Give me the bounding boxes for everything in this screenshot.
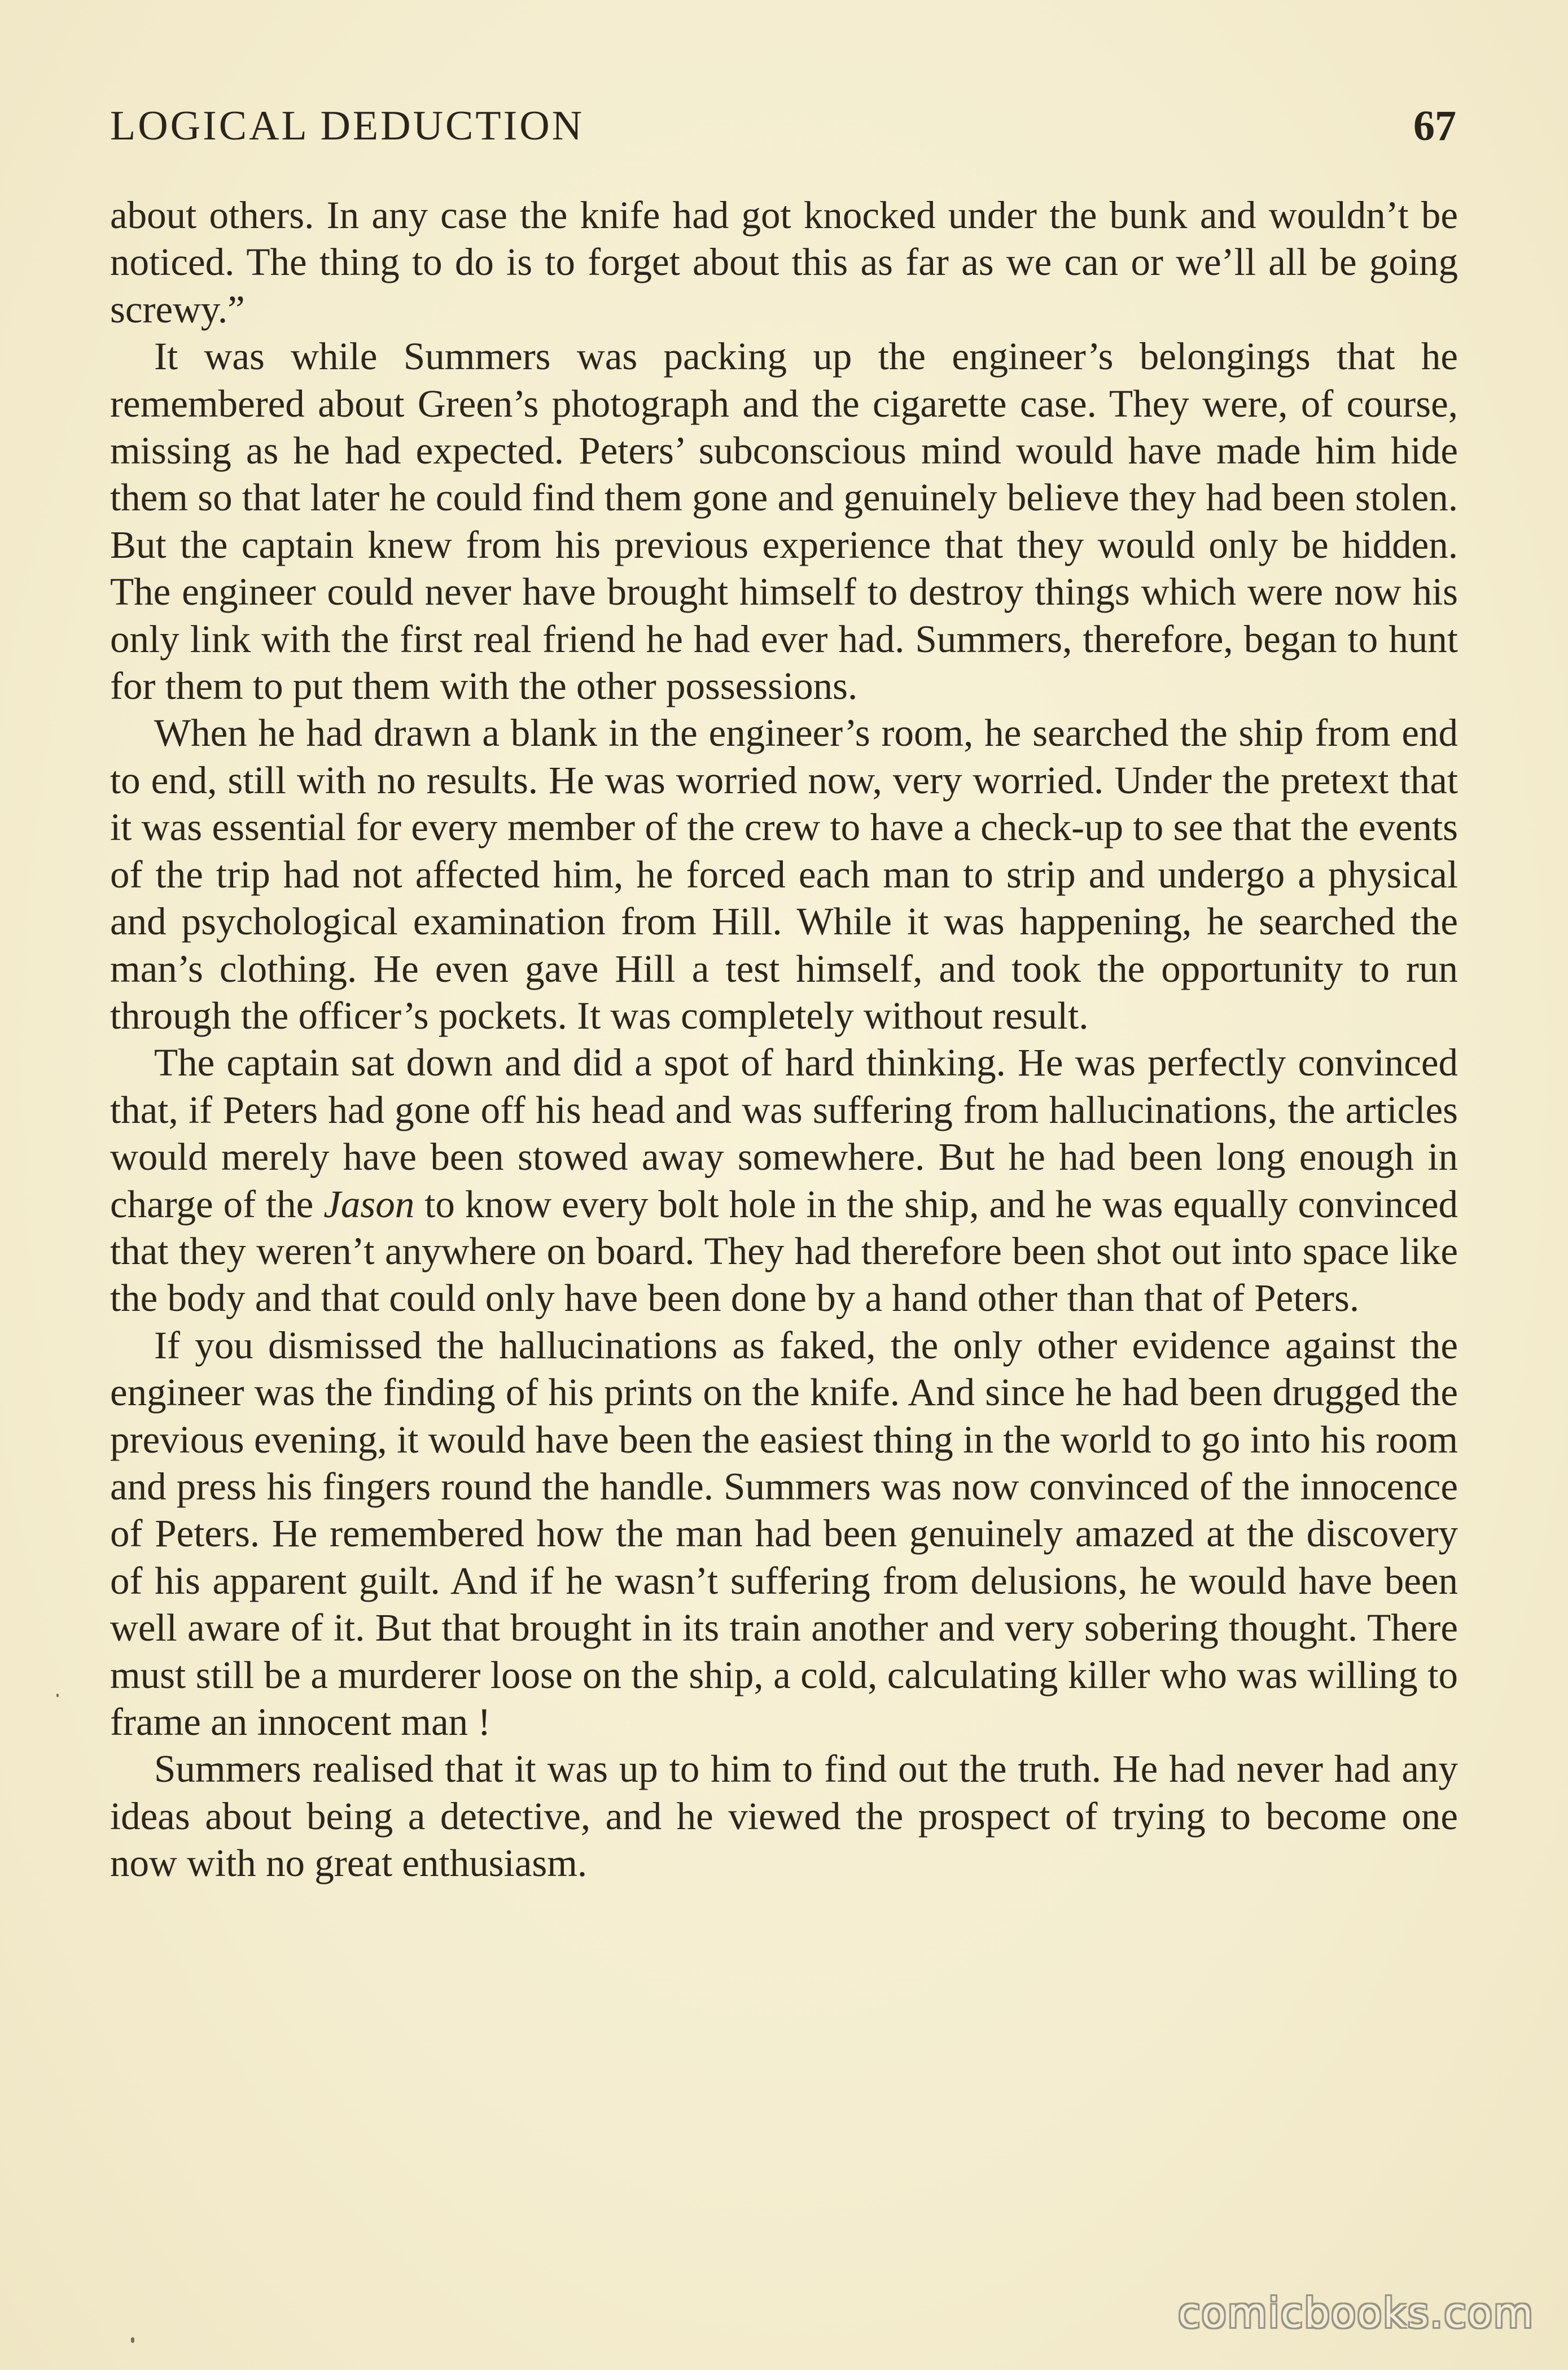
- paragraph-4-before: The captain sat down and did a spot of hard thinking. He was perfectly convinced that, if Peters had gone off his head and was suffering from hallucinations, the articles would merely have been stowed away somewhere. But he had been long enough in charge of the: [110, 1041, 1458, 1226]
- paper-speck: [131, 2337, 134, 2343]
- paragraph-4: [110, 1039, 1458, 1322]
- body-text: [110, 192, 1458, 1887]
- paragraph-2: It was while Summers was packing up the engineer’s belongings that he remembered about Green’s photograph and the cigarette case. They were, of course, missing as he had expected. Peters’ subconscious mind would have made him hide them so that later he could find them gone and genuinely believe they had been stolen. But the captain knew from his previous experience that they would only be hidden. The engineer could never have brought himself to destroy things which were now his only link with the first real friend he had ever had. Summers, therefore, began to hunt for them to put them with the other possessions.: [110, 335, 1458, 708]
- page-number: 67: [1413, 102, 1456, 150]
- paragraph-4-after: to know every bolt hole in the ship, and he was equally convinced that they weren’t anywhere on board. They had therefore been shot out into space like the body and that could only have been done by a hand other than that of Peters.: [110, 1182, 1458, 1320]
- paragraph-1: about others. In any case the knife had got knocked under the bunk and wouldn’t be noticed. The thing to do is to forget about this as far as we can or we’ll all be going screwy.”: [110, 194, 1458, 331]
- watermark-logo: comicbooks.com: [1177, 2289, 1534, 2337]
- ship-name-jason: Jason: [323, 1182, 415, 1226]
- paragraph-5: If you dismissed the hallucinations as faked, the only other evidence against the engineer was the finding of his prints on the knife. And since he had been drugged the previous evening, it would have been the easiest thing in the world to go into his room and press his fingers round the handle. Summers was now convinced of the innocence of Peters. He remembered how the man had been genuinely amazed at the discovery of his apparent guilt. And if he wasn’t suffering from delusions, he would have been well aware of it. But that brought in its train another and very sobering thought. There must still be a murderer loose on the ship, a cold, calculating killer who was willing to frame an innocent man !: [110, 1323, 1458, 1743]
- chapter-title: LOGICAL DEDUCTION: [110, 103, 585, 149]
- paper-speck: [56, 1694, 59, 1697]
- paragraph-6: Summers realised that it was up to him to find out the truth. He had never had any ideas about being a detective, and he viewed the prospect of trying to become one now with no great enthusiasm.: [110, 1747, 1458, 1885]
- paragraph-3: When he had drawn a blank in the engineer’s room, he searched the ship from end to end, still with no results. He was worried now, very worried. Under the pretext that it was essential for every member of the crew to have a check-up to see that the events of the trip had not affected him, he forced each man to strip and undergo a physical and psychological examination from Hill. While it was happening, he searched the man’s clothing. He even gave Hill a test himself, and took the opportunity to run through the officer’s pockets. It was completely without result.: [110, 711, 1458, 1037]
- running-head: [110, 95, 1456, 163]
